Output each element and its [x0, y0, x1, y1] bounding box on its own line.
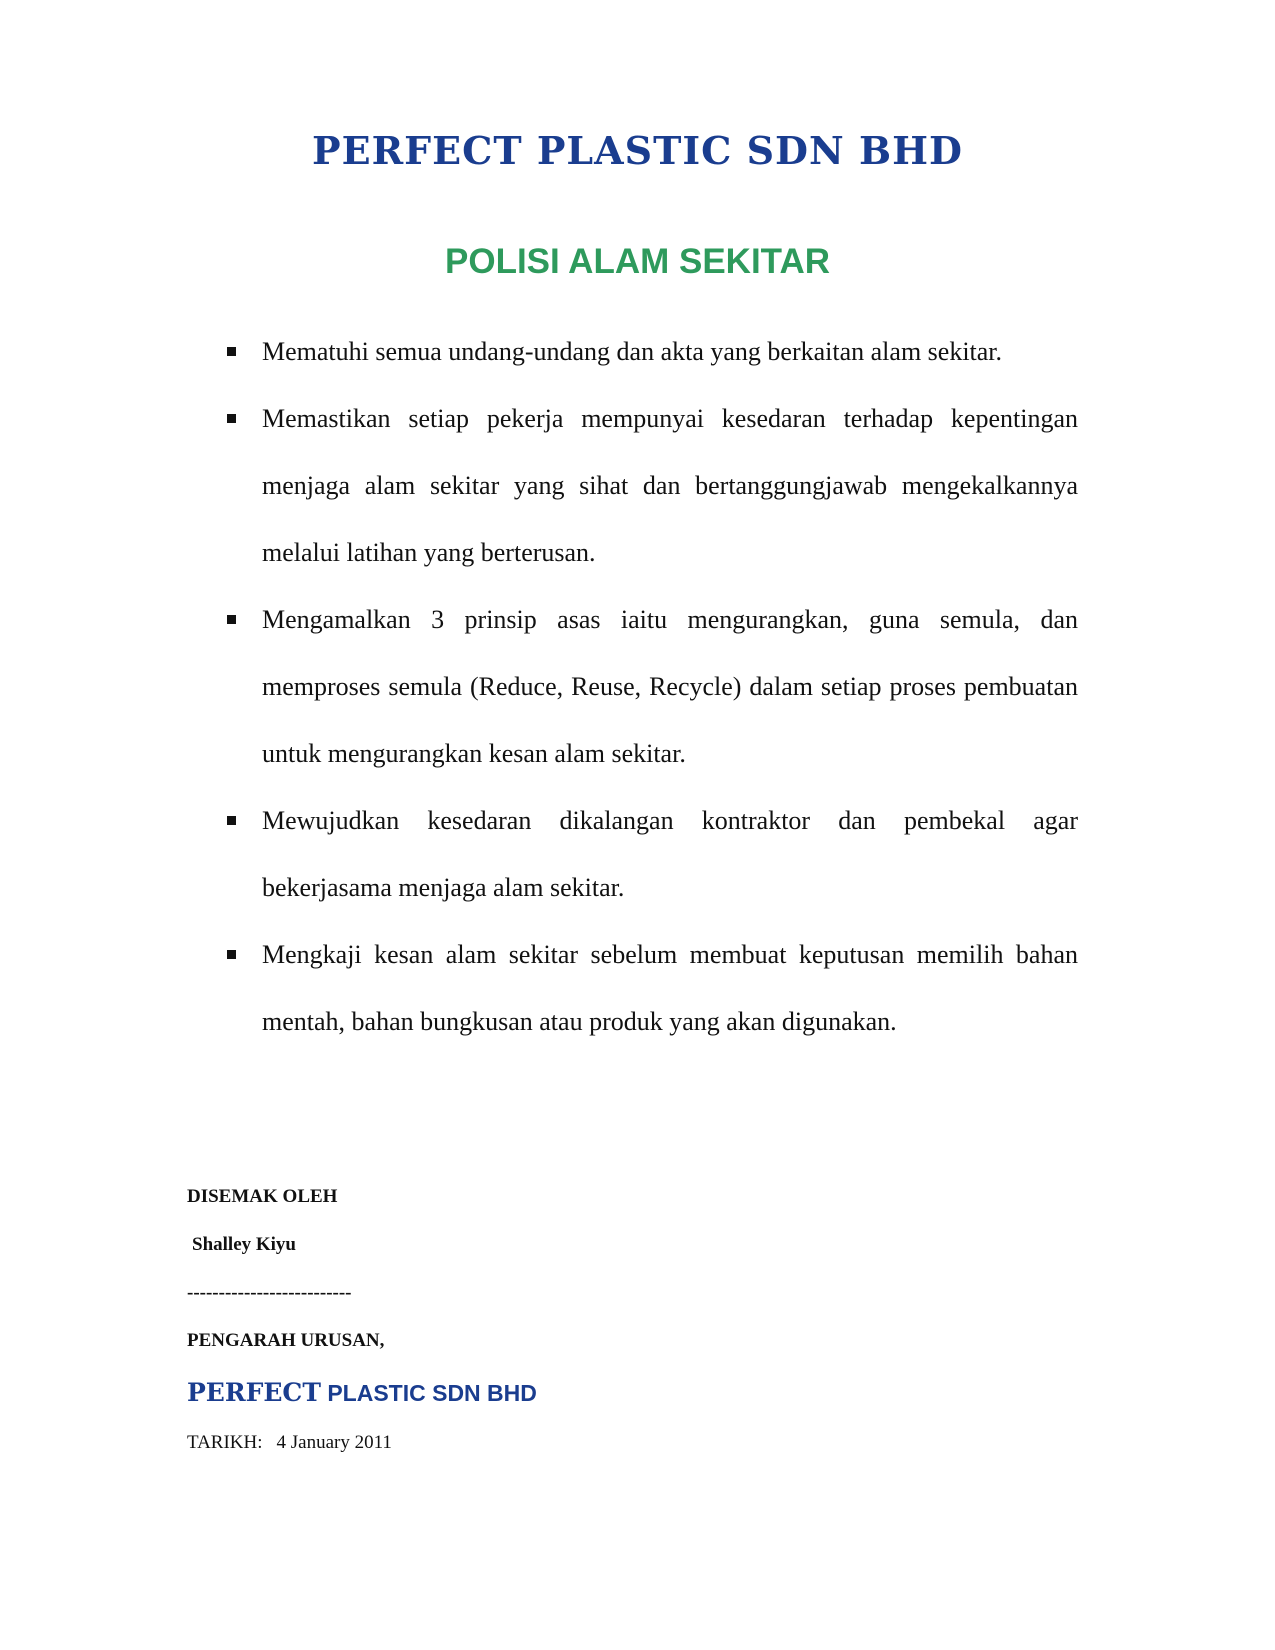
position-label: PENGARAH URUSAN, — [187, 1330, 385, 1351]
date-label: TARIKH: — [187, 1432, 263, 1453]
square-bullet-icon — [227, 347, 236, 356]
policy-list — [262, 318, 1078, 1055]
policy-text: Mewujudkan kesedaran dikalangan kontraktor dan pembekal agar bekerjasama menjaga alam sekitar. — [262, 806, 1078, 902]
signature-line: -------------------------- — [187, 1282, 352, 1303]
footer-company-name — [187, 1378, 537, 1407]
policy-item — [262, 586, 1078, 787]
policy-text: Mematuhi semua undang-undang dan akta yang berkaitan alam sekitar. — [262, 337, 1003, 366]
square-bullet-icon — [227, 414, 236, 423]
square-bullet-icon — [227, 950, 236, 959]
reviewed-by-label: DISEMAK OLEH — [187, 1186, 338, 1207]
policy-item — [262, 787, 1078, 921]
reviewer-name: Shalley Kiyu — [192, 1234, 296, 1255]
policy-item — [262, 921, 1078, 1055]
square-bullet-icon — [227, 615, 236, 624]
policy-text: Mengamalkan 3 prinsip asas iaitu mengurangkan, guna semula, dan memproses semula (Reduce, Reuse, Recycle) dalam setiap proses pembuatan untuk mengurangkan kesan alam sekitar. — [262, 605, 1078, 768]
policy-text: Memastikan setiap pekerja mempunyai kesedaran terhadap kepentingan menjaga alam sekitar yang sihat dan bertanggungjawab mengekalkannya melalui latihan yang berterusan. — [262, 404, 1078, 567]
footer-company-part1: PERFECT — [187, 1378, 321, 1407]
policy-text: Mengkaji kesan alam sekitar sebelum membuat keputusan memilih bahan mentah, bahan bungkusan atau produk yang akan digunakan. — [262, 940, 1078, 1036]
square-bullet-icon — [227, 816, 236, 825]
company-title: PERFECT PLASTIC SDN BHD — [312, 128, 963, 173]
policy-title: POLISI ALAM SEKITAR — [445, 242, 830, 281]
date-value: 4 January 2011 — [276, 1432, 392, 1453]
policy-item — [262, 318, 1078, 385]
date-row — [187, 1432, 392, 1454]
footer-company-part2: PLASTIC SDN BHD — [320, 1380, 537, 1406]
policy-item — [262, 385, 1078, 586]
